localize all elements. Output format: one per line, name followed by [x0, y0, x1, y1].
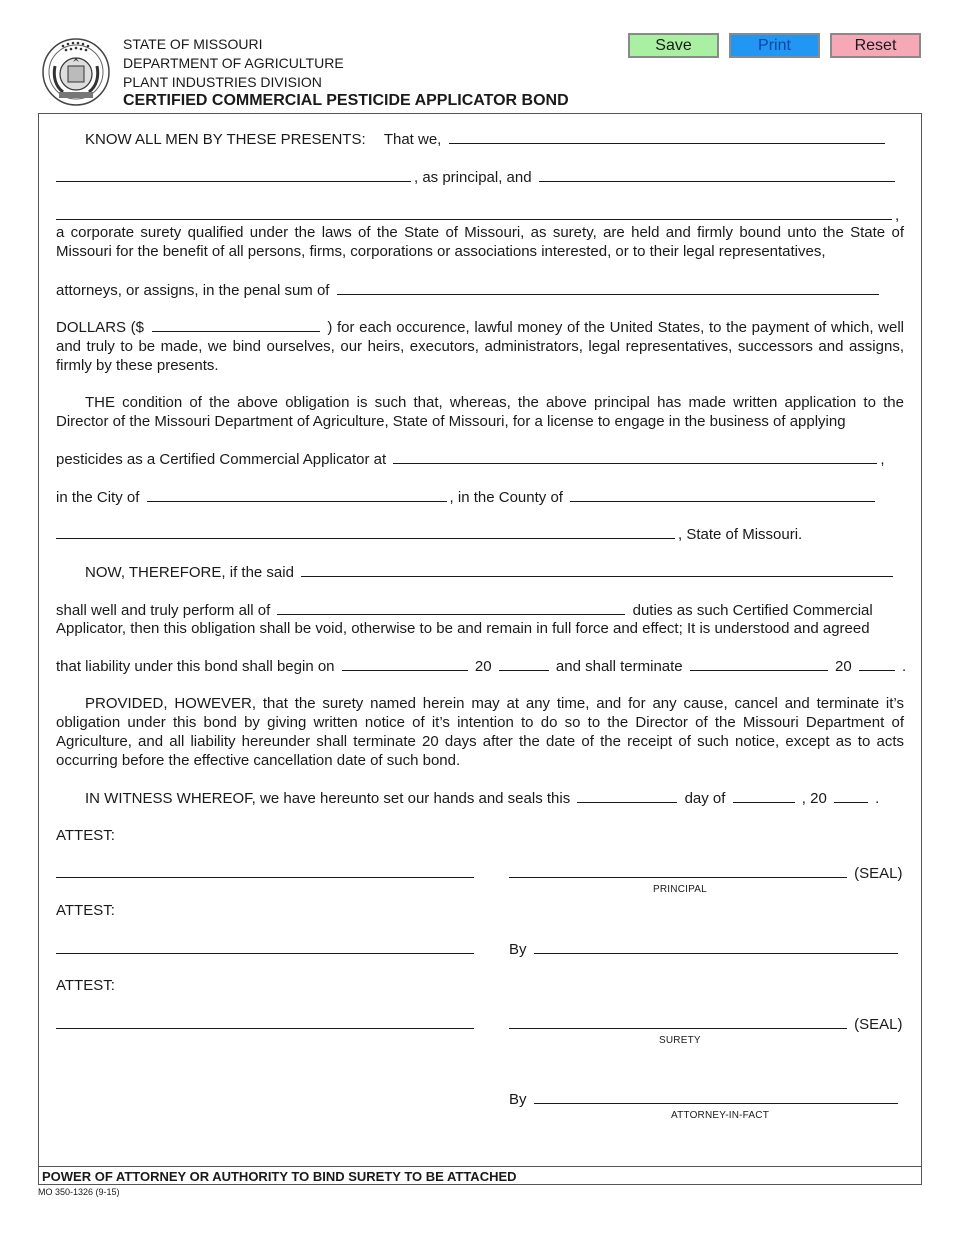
missouri-state-seal-icon	[41, 36, 111, 108]
surety-caption: SURETY	[659, 1035, 701, 1046]
period-text: .	[875, 790, 880, 807]
attest-signature-field-2[interactable]	[56, 939, 474, 954]
reset-button[interactable]: Reset	[830, 33, 921, 58]
duties-text: duties as such Certified Commercial	[632, 602, 873, 619]
shall-terminate-text: and shall terminate	[555, 658, 683, 675]
comma-text: ,	[895, 207, 900, 224]
begin-year-prefix: 20	[474, 658, 492, 675]
surety-line	[56, 205, 899, 225]
dollars-paragraph	[56, 317, 904, 375]
state-of-missouri-text: , State of Missouri.	[678, 526, 803, 543]
seal-text-1: (SEAL)	[854, 865, 903, 882]
state-line	[56, 524, 802, 544]
power-of-attorney-note: POWER OF ATTORNEY OR AUTHORITY TO BIND SURETY TO BE ATTACHED	[38, 1166, 922, 1185]
city-county-line	[56, 487, 878, 507]
city-text: in the City of	[56, 489, 140, 506]
city-field[interactable]	[147, 487, 447, 502]
form-number: MO 350-1326 (9-15)	[38, 1187, 120, 1197]
witness-year-field[interactable]	[834, 788, 868, 803]
shall-perform-line	[56, 600, 873, 620]
surety-name-field-2[interactable]	[56, 205, 892, 220]
county-field[interactable]	[570, 487, 875, 502]
liability-begin-text: that liability under this bond shall begin on	[56, 658, 335, 675]
save-button[interactable]: Save	[628, 33, 719, 58]
witness-line	[85, 788, 879, 808]
attest-label-1: ATTEST:	[56, 827, 115, 844]
principal-name-field-2[interactable]	[56, 167, 411, 182]
condition-paragraph: THE condition of the above obligation is such that, whereas, the above principal has made written application to the Director of the Missouri Department of Agriculture, State of Missouri, for a license to engage in the business of applying	[56, 394, 904, 430]
principal-by-field[interactable]	[534, 939, 898, 954]
know-all-text: KNOW ALL MEN BY THESE PRESENTS:	[85, 131, 366, 148]
liability-line	[56, 656, 906, 676]
surety-name-field[interactable]	[539, 167, 895, 182]
end-year-field[interactable]	[859, 656, 895, 671]
department-name: DEPARTMENT OF AGRICULTURE	[123, 55, 344, 71]
applicator-void-line: Applicator, then this obligation shall be void, otherwise to be and remain in full force and effect; It is understood and agreed	[56, 620, 870, 637]
by-text-1: By	[509, 941, 527, 958]
said-principal-field[interactable]	[301, 562, 893, 577]
begin-year-field[interactable]	[499, 656, 549, 671]
surety-signature-field[interactable]	[509, 1014, 847, 1029]
by-text-2: By	[509, 1091, 527, 1108]
penal-sum-field[interactable]	[337, 280, 879, 295]
division-name: PLANT INDUSTRIES DIVISION	[123, 74, 322, 90]
end-year-prefix: 20	[835, 658, 852, 675]
form-title: CERTIFIED COMMERCIAL PESTICIDE APPLICATOR BOND	[123, 92, 569, 109]
attest-signature-field-3[interactable]	[56, 1014, 474, 1029]
as-principal-text: , as principal, and	[414, 169, 532, 186]
attest-row-1	[56, 863, 477, 883]
period-text: .	[902, 658, 907, 675]
surety-signature-row	[509, 1014, 903, 1034]
day-of-text: day of	[684, 790, 726, 807]
duties-field[interactable]	[277, 600, 625, 615]
shall-perform-text: shall well and truly perform all of	[56, 602, 271, 619]
comma-text: ,	[880, 451, 885, 468]
begin-date-field[interactable]	[342, 656, 468, 671]
end-date-field[interactable]	[690, 656, 828, 671]
attorneys-text: attorneys, or assigns, in the penal sum of	[56, 282, 330, 299]
attest-label-3: ATTEST:	[56, 977, 115, 994]
state-name: STATE OF MISSOURI	[123, 36, 263, 52]
comma-20-text: , 20	[801, 790, 827, 807]
seal-text-2: (SEAL)	[854, 1016, 903, 1033]
principal-line	[56, 167, 898, 187]
penal-sum-line	[56, 280, 882, 300]
principal-signature-row	[509, 863, 903, 883]
attest-row-2	[56, 939, 477, 959]
principal-caption: PRINCIPAL	[653, 884, 707, 895]
principal-by-row	[509, 939, 901, 959]
surety-paragraph: a corporate surety qualified under the laws of the State of Missouri, as surety, are held and firmly bound unto the State of Missouri for the benefit of all persons, firms, corporations or associations interested, or to their legal representatives,	[56, 224, 904, 260]
pesticides-line	[56, 449, 884, 469]
know-all-line	[85, 129, 888, 149]
now-therefore-line	[85, 562, 896, 582]
attorney-in-fact-caption: ATTORNEY-IN-FACT	[671, 1110, 770, 1121]
witness-day-field[interactable]	[577, 788, 677, 803]
agency-header	[123, 35, 344, 92]
attest-signature-field-1[interactable]	[56, 863, 474, 878]
pesticides-text: pesticides as a Certified Commercial Applicator at	[56, 451, 387, 468]
provided-paragraph: PROVIDED, HOWEVER, that the surety named herein may at any time, and for any cause, cancel and terminate it’s obligation under this bond by giving written notice of it’s intention to do so to the Director of the Missouri Department of Agriculture, and all liability hereunder shall terminate 20 days after the date of the receipt of such notice, except as to acts occurring before the effective cancellation date of such bond.	[56, 695, 904, 769]
that-we-text: That we,	[383, 131, 442, 148]
dollars-open-text: DOLLARS ($	[56, 319, 145, 336]
witness-text: IN WITNESS WHEREOF, we have hereunto set our hands and seals this	[85, 790, 571, 807]
dollar-amount-field[interactable]	[152, 317, 320, 332]
now-therefore-text: NOW, THEREFORE, if the said	[85, 564, 294, 581]
witness-month-field[interactable]	[733, 788, 795, 803]
principal-name-field[interactable]	[449, 129, 885, 144]
print-button[interactable]: Print	[729, 33, 820, 58]
attorney-by-row	[509, 1089, 901, 1109]
county-field-2[interactable]	[56, 524, 675, 539]
county-text: , in the County of	[449, 489, 563, 506]
principal-signature-field[interactable]	[509, 863, 847, 878]
attorney-in-fact-field[interactable]	[534, 1089, 898, 1104]
attest-label-2: ATTEST:	[56, 902, 115, 919]
business-address-field[interactable]	[393, 449, 877, 464]
attest-row-3	[56, 1014, 477, 1034]
dollars-rest-text: ) for each occurence, lawful money of the United States, to the payment of which, well and truly to be made, we bind ourselves, our heirs, executors, administrators, legal representatives, successors and assigns, firmly by these presents.	[56, 319, 904, 374]
